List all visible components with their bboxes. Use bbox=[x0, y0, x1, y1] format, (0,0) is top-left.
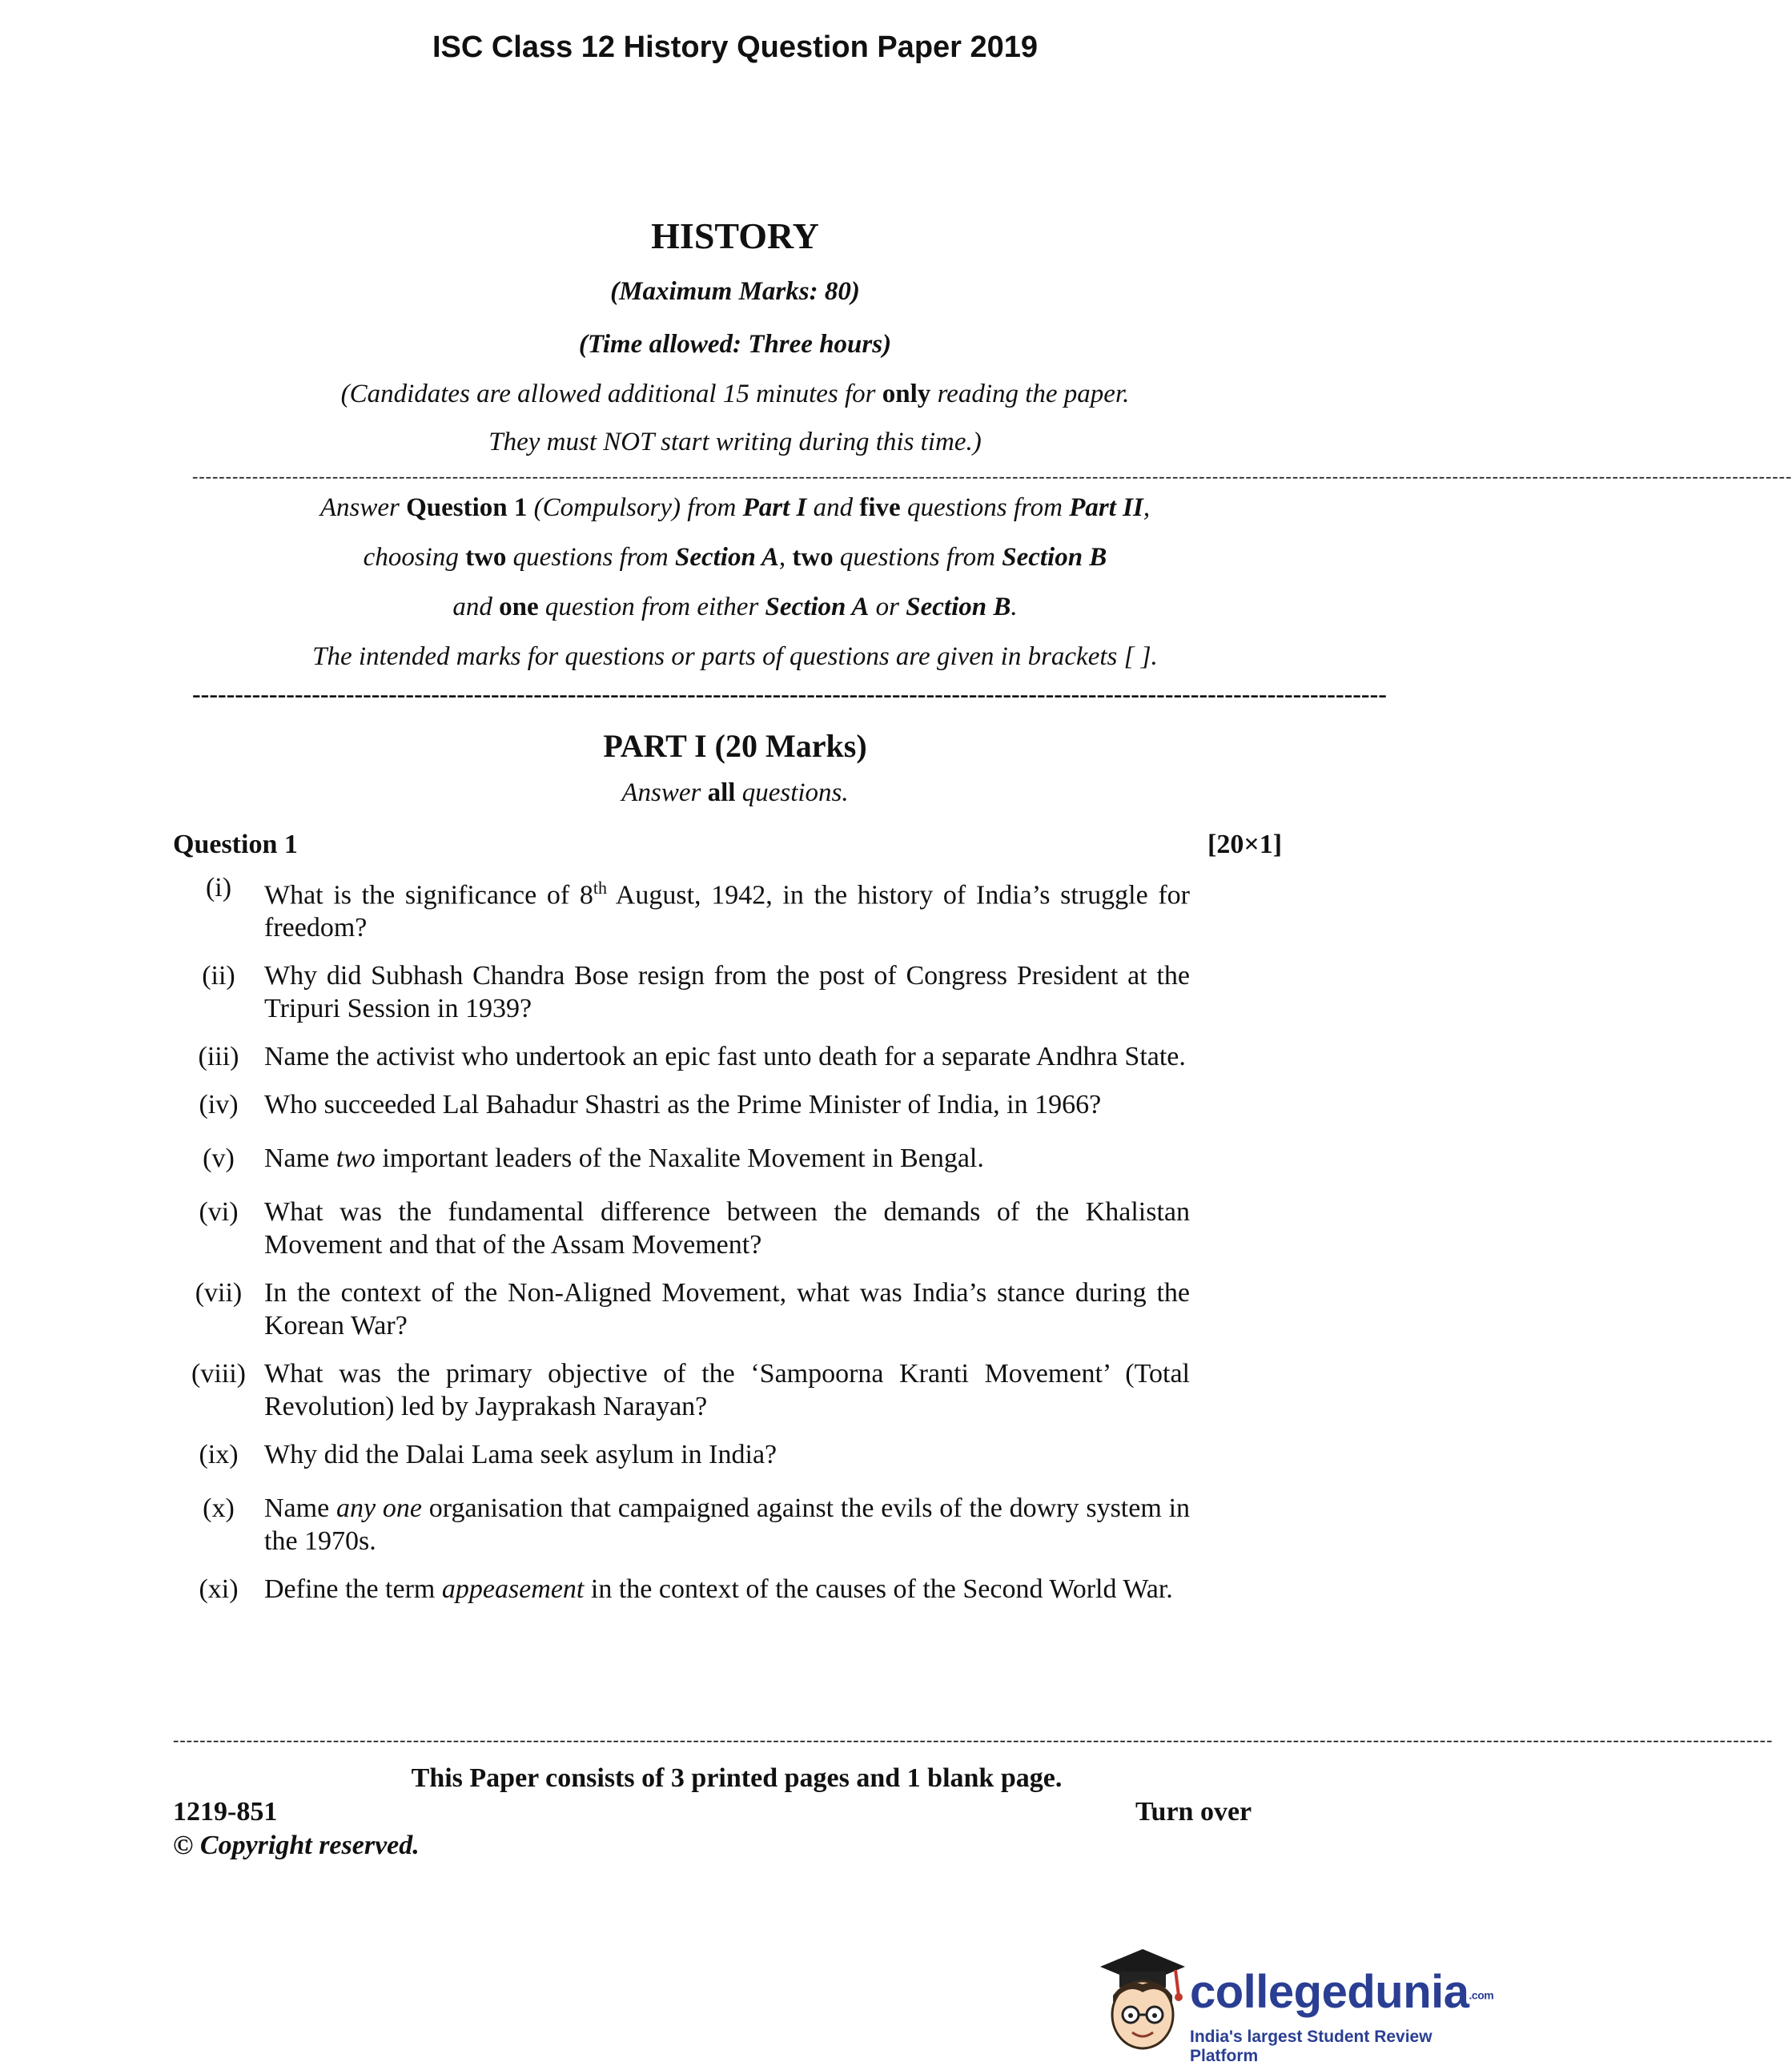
list-item: (i) What is the significance of 8th August, 1942, in the history of India’s struggle for freedom? bbox=[205, 873, 1190, 943]
list-item: (viii) What was the primary objective of the ‘Sampoorna Kranti Movement’ (Total Revolution) led by Jayprakash Narayan? bbox=[191, 1359, 1190, 1422]
mascot-logo-icon bbox=[1095, 1946, 1190, 2058]
list-item: (vi) What was the fundamental difference between the demands of the Khalistan Movement and that of the Assam Movement? bbox=[199, 1197, 1190, 1260]
question-label: Question 1 bbox=[173, 830, 298, 859]
subject-heading: HISTORY bbox=[651, 215, 819, 256]
list-item: (iv) Who succeeded Lal Bahadur Shastri as the Prime Minister of India, in 1966? bbox=[199, 1090, 1102, 1120]
instruction-line-2: choosing two questions from Section A, two questions from Section B bbox=[363, 543, 1107, 572]
brand-logo: collegedunia.com bbox=[1190, 1966, 1494, 2018]
turn-over: Turn over bbox=[1135, 1797, 1252, 1827]
copyright: © Copyright reserved. bbox=[173, 1831, 420, 1860]
brand-tagline: India's largest Student Review Platform bbox=[1190, 2028, 1432, 2065]
reading-time-note: (Candidates are allowed additional 15 minutes for only reading the paper. bbox=[340, 380, 1130, 408]
question-list bbox=[173, 870, 1190, 1606]
source-title: ISC Class 12 History Question Paper 2019 bbox=[432, 30, 1039, 64]
list-item: (ii) Why did Subhash Chandra Bose resign from the post of Congress President at the Tripuri Session in 1939? bbox=[202, 961, 1190, 1024]
question-marks: [20×1] bbox=[1207, 830, 1283, 859]
max-marks: (Maximum Marks: 80) bbox=[610, 277, 860, 306]
list-item: (vii) In the context of the Non-Aligned Movement, what was India’s stance during the Korean War? bbox=[195, 1278, 1190, 1341]
divider-dashed-1: ------------------------------------------------------------------------------------------------------------------------------------------------------------------------------------------------------------------------------------------------ bbox=[192, 466, 1792, 486]
instruction-line-1: Answer Question 1 (Compulsory) from Part I and five questions from Part II, bbox=[319, 493, 1151, 522]
answer-all-note: Answer all questions. bbox=[621, 778, 849, 807]
list-item: (iii) Name the activist who undertook an epic fast unto death for a separate Andhra State. bbox=[198, 1042, 1186, 1072]
list-item: (xi) Define the term appeasement in the context of the causes of the Second World War. bbox=[199, 1574, 1173, 1605]
divider-dashed-bold: -------------------------------------------------------------------------------------------------------------------------------------------- bbox=[192, 679, 1387, 708]
part-heading: PART I (20 Marks) bbox=[603, 728, 867, 764]
list-item: (ix) Why did the Dalai Lama seek asylum in India? bbox=[199, 1440, 777, 1470]
pages-note: This Paper consists of 3 printed pages and 1 blank page. bbox=[411, 1763, 1063, 1793]
list-item: (v) Name two important leaders of the Naxalite Movement in Bengal. bbox=[203, 1144, 984, 1174]
paper-code: 1219-851 bbox=[173, 1797, 278, 1827]
divider-dashed-footer: ------------------------------------------------------------------------------------------------------------------------------------------------------------------------------------------------------------------------------------------------ bbox=[173, 1730, 1774, 1750]
time-allowed: (Time allowed: Three hours) bbox=[578, 330, 892, 359]
instruction-line-3: and one question from either Section A or Section B. bbox=[452, 593, 1018, 621]
list-item: (x) Name any one organisation that campaigned against the evils of the dowry system in the 1970s. bbox=[203, 1493, 1191, 1557]
reading-time-note-2: They must NOT start writing during this time.) bbox=[488, 428, 982, 456]
instruction-line-4: The intended marks for questions or parts of questions are given in brackets [ ]. bbox=[312, 642, 1158, 671]
